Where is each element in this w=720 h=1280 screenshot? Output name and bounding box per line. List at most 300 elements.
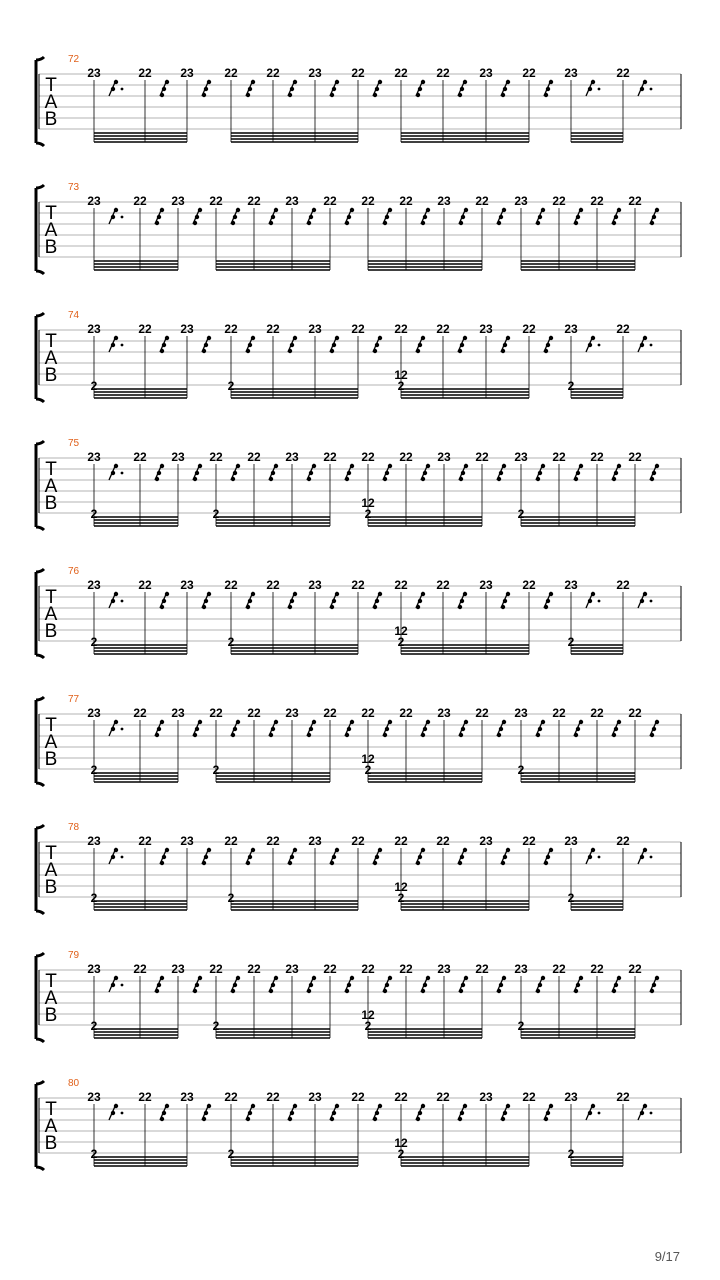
tab-clef-b: B [44, 621, 58, 642]
measure-number: 80 [68, 1078, 80, 1089]
chord-fret-number: 12 [361, 1008, 375, 1022]
rhythm-slash-8 [421, 720, 430, 737]
rhythm-slash-9 [459, 976, 468, 993]
fret-number: 22 [628, 962, 642, 976]
bass-fret-number: 2 [227, 635, 235, 649]
rhythm-slash-0 [109, 592, 123, 608]
measure-number: 78 [68, 822, 80, 833]
measure-number: 79 [68, 950, 80, 961]
fret-number: 22 [361, 706, 375, 720]
chord-fret-number: 12 [394, 624, 408, 638]
fret-number: 22 [436, 1090, 450, 1104]
bass-fret-number: 2 [567, 379, 575, 393]
rhythm-slash-2 [193, 976, 202, 993]
rhythm-slash-9 [501, 80, 510, 97]
fret-number: 22 [436, 322, 450, 336]
fret-number: 23 [180, 1090, 194, 1104]
fret-number: 22 [522, 66, 536, 80]
rhythm-slash-5 [330, 336, 339, 353]
rhythm-slash-2 [202, 80, 211, 97]
measure-number: 73 [68, 182, 80, 193]
fret-number: 22 [138, 578, 152, 592]
rhythm-slash-1 [155, 720, 164, 737]
fret-number: 22 [436, 66, 450, 80]
rhythm-slash-8 [458, 592, 467, 609]
rhythm-slash-4 [269, 720, 278, 737]
rhythm-slash-0 [109, 336, 123, 352]
fret-number: 22 [361, 194, 375, 208]
fret-number: 23 [171, 962, 185, 976]
fret-number: 22 [351, 1090, 365, 1104]
rhythm-slash-3 [231, 464, 240, 481]
rhythm-slash-9 [459, 208, 468, 225]
rhythm-slash-0 [109, 848, 123, 864]
rhythm-slash-2 [202, 336, 211, 353]
bass-fret-number: 2 [567, 891, 575, 905]
fret-number: 23 [479, 834, 493, 848]
rhythm-slash-8 [421, 208, 430, 225]
rhythm-slash-7 [383, 464, 392, 481]
rhythm-slash-10 [544, 1104, 553, 1121]
fret-number: 22 [133, 194, 147, 208]
system-80 [36, 1078, 681, 1170]
fret-number: 22 [399, 450, 413, 464]
measure-number: 75 [68, 438, 80, 449]
fret-number: 22 [266, 66, 280, 80]
rhythm-slash-8 [458, 80, 467, 97]
bass-fret-number: 2 [397, 635, 405, 649]
rhythm-slash-0 [109, 720, 123, 736]
rhythm-slash-5 [307, 720, 316, 737]
fret-number: 22 [209, 450, 223, 464]
fret-number: 23 [87, 706, 101, 720]
chord-fret-number: 12 [361, 496, 375, 510]
tab-clef-t: T [45, 1099, 57, 1120]
fret-number: 22 [399, 962, 413, 976]
bass-fret-number: 2 [517, 507, 525, 521]
system-77 [36, 694, 681, 786]
bass-fret-number: 2 [90, 1147, 98, 1161]
fret-number: 22 [628, 194, 642, 208]
rhythm-slash-12 [574, 208, 583, 225]
rhythm-slash-8 [458, 848, 467, 865]
rhythm-slash-12 [574, 976, 583, 993]
fret-number: 22 [247, 450, 261, 464]
rhythm-slash-4 [269, 464, 278, 481]
system-bracket [36, 313, 44, 402]
fret-number: 22 [247, 194, 261, 208]
rhythm-slash-1 [155, 976, 164, 993]
system-bracket [36, 185, 44, 274]
rhythm-slash-4 [269, 976, 278, 993]
rhythm-slash-11 [536, 720, 545, 737]
rhythm-slash-12 [638, 336, 652, 352]
fret-number: 22 [133, 450, 147, 464]
fret-number: 22 [224, 322, 238, 336]
tab-clef-t: T [45, 587, 57, 608]
fret-number: 22 [436, 578, 450, 592]
rhythm-slash-3 [246, 336, 255, 353]
tab-clef-b: B [44, 1133, 58, 1154]
rhythm-slash-12 [638, 592, 652, 608]
rhythm-slash-5 [307, 208, 316, 225]
rhythm-slash-5 [307, 464, 316, 481]
fret-number: 22 [522, 834, 536, 848]
fret-number: 23 [479, 578, 493, 592]
rhythm-slash-2 [202, 592, 211, 609]
fret-number: 22 [351, 834, 365, 848]
bass-fret-number: 2 [227, 379, 235, 393]
rhythm-slash-1 [160, 80, 169, 97]
system-72 [36, 54, 681, 146]
rhythm-slash-9 [501, 336, 510, 353]
chord-fret-number: 12 [394, 368, 408, 382]
rhythm-slash-7 [383, 720, 392, 737]
fret-number: 22 [224, 578, 238, 592]
fret-number: 22 [616, 578, 630, 592]
rhythm-slash-7 [416, 80, 425, 97]
fret-number: 22 [266, 834, 280, 848]
fret-number: 23 [180, 834, 194, 848]
fret-number: 23 [564, 66, 578, 80]
bass-fret-number: 2 [364, 507, 372, 521]
fret-number: 22 [590, 450, 604, 464]
system-bracket [36, 569, 44, 658]
tab-clef-a: A [44, 860, 58, 881]
fret-number: 23 [285, 706, 299, 720]
fret-number: 23 [180, 322, 194, 336]
bass-fret-number: 2 [212, 763, 220, 777]
rhythm-slash-2 [193, 720, 202, 737]
bass-fret-number: 2 [567, 635, 575, 649]
fret-number: 23 [87, 322, 101, 336]
rhythm-slash-10 [497, 976, 506, 993]
fret-number: 23 [514, 194, 528, 208]
tab-clef-a: A [44, 476, 58, 497]
tab-clef-a: A [44, 92, 58, 113]
bass-fret-number: 2 [517, 763, 525, 777]
chord-fret-number: 12 [394, 880, 408, 894]
fret-number: 22 [475, 450, 489, 464]
rhythm-slash-6 [345, 720, 354, 737]
rhythm-slash-7 [416, 848, 425, 865]
bass-fret-number: 2 [227, 891, 235, 905]
rhythm-slash-9 [501, 592, 510, 609]
rhythm-slash-0 [109, 208, 123, 224]
tab-clef-a: A [44, 1116, 58, 1137]
bass-fret-number: 2 [567, 1147, 575, 1161]
fret-number: 22 [266, 1090, 280, 1104]
rhythm-slash-0 [109, 1104, 123, 1120]
rhythm-slash-4 [288, 1104, 297, 1121]
rhythm-slash-6 [345, 976, 354, 993]
fret-number: 22 [552, 450, 566, 464]
fret-number: 22 [522, 1090, 536, 1104]
fret-number: 22 [323, 706, 337, 720]
rhythm-slash-7 [383, 208, 392, 225]
rhythm-slash-2 [193, 464, 202, 481]
tab-clef-t: T [45, 843, 57, 864]
fret-number: 23 [308, 834, 322, 848]
bass-fret-number: 2 [90, 763, 98, 777]
rhythm-slash-1 [160, 592, 169, 609]
bass-fret-number: 2 [90, 1019, 98, 1033]
fret-number: 22 [361, 962, 375, 976]
fret-number: 22 [138, 322, 152, 336]
rhythm-slash-1 [155, 464, 164, 481]
rhythm-slash-6 [345, 464, 354, 481]
fret-number: 22 [361, 450, 375, 464]
system-78 [36, 822, 681, 914]
fret-number: 22 [616, 322, 630, 336]
rhythm-slash-8 [421, 976, 430, 993]
tab-clef-b: B [44, 877, 58, 898]
rhythm-slash-10 [544, 80, 553, 97]
bass-fret-number: 2 [90, 379, 98, 393]
tab-clef-a: A [44, 348, 58, 369]
fret-number: 23 [564, 578, 578, 592]
rhythm-slash-11 [586, 848, 600, 864]
rhythm-slash-11 [586, 1104, 600, 1120]
rhythm-slash-11 [586, 80, 600, 96]
fret-number: 22 [552, 706, 566, 720]
measure-number: 74 [68, 310, 80, 321]
rhythm-slash-11 [536, 976, 545, 993]
fret-number: 23 [285, 194, 299, 208]
fret-number: 22 [590, 194, 604, 208]
fret-number: 23 [171, 194, 185, 208]
fret-number: 22 [224, 66, 238, 80]
fret-number: 23 [87, 578, 101, 592]
tab-clef-t: T [45, 75, 57, 96]
fret-number: 23 [285, 962, 299, 976]
rhythm-slash-10 [544, 848, 553, 865]
fret-number: 23 [479, 66, 493, 80]
fret-number: 22 [209, 194, 223, 208]
fret-number: 22 [436, 834, 450, 848]
fret-number: 23 [285, 450, 299, 464]
rhythm-slash-8 [458, 336, 467, 353]
rhythm-slash-10 [497, 720, 506, 737]
bass-fret-number: 2 [397, 891, 405, 905]
system-bracket [36, 697, 44, 786]
rhythm-slash-8 [421, 464, 430, 481]
rhythm-slash-0 [109, 464, 123, 480]
rhythm-slash-11 [586, 592, 600, 608]
fret-number: 22 [351, 66, 365, 80]
rhythm-slash-2 [202, 1104, 211, 1121]
measure-number: 72 [68, 54, 80, 65]
tab-clef-b: B [44, 493, 58, 514]
fret-number: 22 [628, 450, 642, 464]
rhythm-slash-9 [459, 720, 468, 737]
fret-number: 22 [323, 194, 337, 208]
rhythm-slash-3 [231, 720, 240, 737]
rhythm-slash-10 [544, 336, 553, 353]
fret-number: 22 [209, 962, 223, 976]
rhythm-slash-12 [638, 848, 652, 864]
system-73 [36, 182, 681, 274]
fret-number: 22 [351, 322, 365, 336]
fret-number: 23 [180, 66, 194, 80]
rhythm-slash-6 [373, 592, 382, 609]
bass-fret-number: 2 [364, 763, 372, 777]
system-bracket [36, 1081, 44, 1170]
fret-number: 23 [87, 66, 101, 80]
fret-number: 22 [266, 578, 280, 592]
rhythm-slash-12 [638, 80, 652, 96]
tab-clef-b: B [44, 365, 58, 386]
rhythm-slash-4 [269, 208, 278, 225]
tab-clef-a: A [44, 220, 58, 241]
rhythm-slash-11 [586, 336, 600, 352]
fret-number: 22 [224, 834, 238, 848]
fret-number: 22 [133, 706, 147, 720]
tab-clef-a: A [44, 988, 58, 1009]
fret-number: 22 [590, 706, 604, 720]
fret-number: 23 [171, 706, 185, 720]
rhythm-slash-14 [650, 720, 659, 737]
fret-number: 22 [399, 194, 413, 208]
rhythm-slash-5 [307, 976, 316, 993]
fret-number: 23 [564, 322, 578, 336]
rhythm-slash-4 [288, 80, 297, 97]
fret-number: 23 [308, 1090, 322, 1104]
rhythm-slash-9 [501, 1104, 510, 1121]
rhythm-slash-7 [383, 976, 392, 993]
bass-fret-number: 2 [90, 635, 98, 649]
measure-number: 77 [68, 694, 80, 705]
rhythm-slash-4 [288, 848, 297, 865]
tab-clef-t: T [45, 971, 57, 992]
bass-fret-number: 2 [397, 379, 405, 393]
rhythm-slash-13 [612, 720, 621, 737]
bass-fret-number: 2 [212, 507, 220, 521]
rhythm-slash-7 [416, 592, 425, 609]
fret-number: 23 [437, 194, 451, 208]
rhythm-slash-11 [536, 208, 545, 225]
fret-number: 22 [138, 834, 152, 848]
bass-fret-number: 2 [90, 891, 98, 905]
rhythm-slash-1 [160, 848, 169, 865]
rhythm-slash-12 [638, 1104, 652, 1120]
fret-number: 23 [87, 834, 101, 848]
fret-number: 22 [394, 834, 408, 848]
fret-number: 23 [437, 450, 451, 464]
fret-number: 23 [171, 450, 185, 464]
rhythm-slash-4 [288, 336, 297, 353]
rhythm-slash-3 [231, 976, 240, 993]
fret-number: 22 [266, 322, 280, 336]
fret-number: 23 [308, 66, 322, 80]
fret-number: 22 [247, 706, 261, 720]
rhythm-slash-12 [574, 720, 583, 737]
rhythm-slash-3 [246, 592, 255, 609]
fret-number: 22 [616, 834, 630, 848]
fret-number: 22 [224, 1090, 238, 1104]
rhythm-slash-10 [497, 464, 506, 481]
rhythm-slash-2 [202, 848, 211, 865]
rhythm-slash-6 [373, 80, 382, 97]
tab-clef-a: A [44, 604, 58, 625]
system-bracket [36, 825, 44, 914]
fret-number: 22 [323, 450, 337, 464]
tab-clef-b: B [44, 1005, 58, 1026]
fret-number: 23 [437, 962, 451, 976]
rhythm-slash-7 [416, 1104, 425, 1121]
rhythm-slash-4 [288, 592, 297, 609]
bass-fret-number: 2 [227, 1147, 235, 1161]
rhythm-slash-10 [497, 208, 506, 225]
rhythm-slash-14 [650, 208, 659, 225]
fret-number: 23 [87, 450, 101, 464]
rhythm-slash-12 [574, 464, 583, 481]
system-79 [36, 950, 681, 1042]
fret-number: 22 [616, 66, 630, 80]
fret-number: 23 [87, 1090, 101, 1104]
rhythm-slash-1 [160, 336, 169, 353]
rhythm-slash-2 [193, 208, 202, 225]
system-74 [36, 310, 681, 402]
bass-fret-number: 2 [517, 1019, 525, 1033]
fret-number: 23 [564, 1090, 578, 1104]
tab-clef-a: A [44, 732, 58, 753]
fret-number: 22 [399, 706, 413, 720]
fret-number: 23 [87, 194, 101, 208]
rhythm-slash-5 [330, 1104, 339, 1121]
rhythm-slash-0 [109, 976, 123, 992]
bass-fret-number: 2 [397, 1147, 405, 1161]
system-bracket [36, 57, 44, 146]
fret-number: 22 [394, 322, 408, 336]
fret-number: 22 [590, 962, 604, 976]
rhythm-slash-9 [459, 464, 468, 481]
rhythm-slash-1 [155, 208, 164, 225]
rhythm-slash-13 [612, 464, 621, 481]
fret-number: 23 [308, 322, 322, 336]
fret-number: 23 [180, 578, 194, 592]
fret-number: 22 [323, 962, 337, 976]
fret-number: 23 [308, 578, 322, 592]
rhythm-slash-6 [373, 848, 382, 865]
rhythm-slash-5 [330, 80, 339, 97]
rhythm-slash-14 [650, 464, 659, 481]
rhythm-slash-10 [544, 592, 553, 609]
tab-clef-b: B [44, 749, 58, 770]
rhythm-slash-5 [330, 592, 339, 609]
system-75 [36, 438, 681, 530]
measure-number: 76 [68, 566, 80, 577]
bass-fret-number: 2 [364, 1019, 372, 1033]
fret-number: 22 [628, 706, 642, 720]
fret-number: 22 [247, 962, 261, 976]
rhythm-slash-6 [373, 1104, 382, 1121]
fret-number: 22 [394, 66, 408, 80]
fret-number: 23 [479, 1090, 493, 1104]
rhythm-slash-9 [501, 848, 510, 865]
rhythm-slash-3 [246, 1104, 255, 1121]
rhythm-slash-8 [458, 1104, 467, 1121]
rhythm-slash-7 [416, 336, 425, 353]
fret-number: 23 [514, 706, 528, 720]
fret-number: 22 [616, 1090, 630, 1104]
chord-fret-number: 12 [361, 752, 375, 766]
fret-number: 23 [564, 834, 578, 848]
system-bracket [36, 953, 44, 1042]
fret-number: 22 [138, 1090, 152, 1104]
fret-number: 22 [475, 706, 489, 720]
fret-number: 23 [514, 962, 528, 976]
